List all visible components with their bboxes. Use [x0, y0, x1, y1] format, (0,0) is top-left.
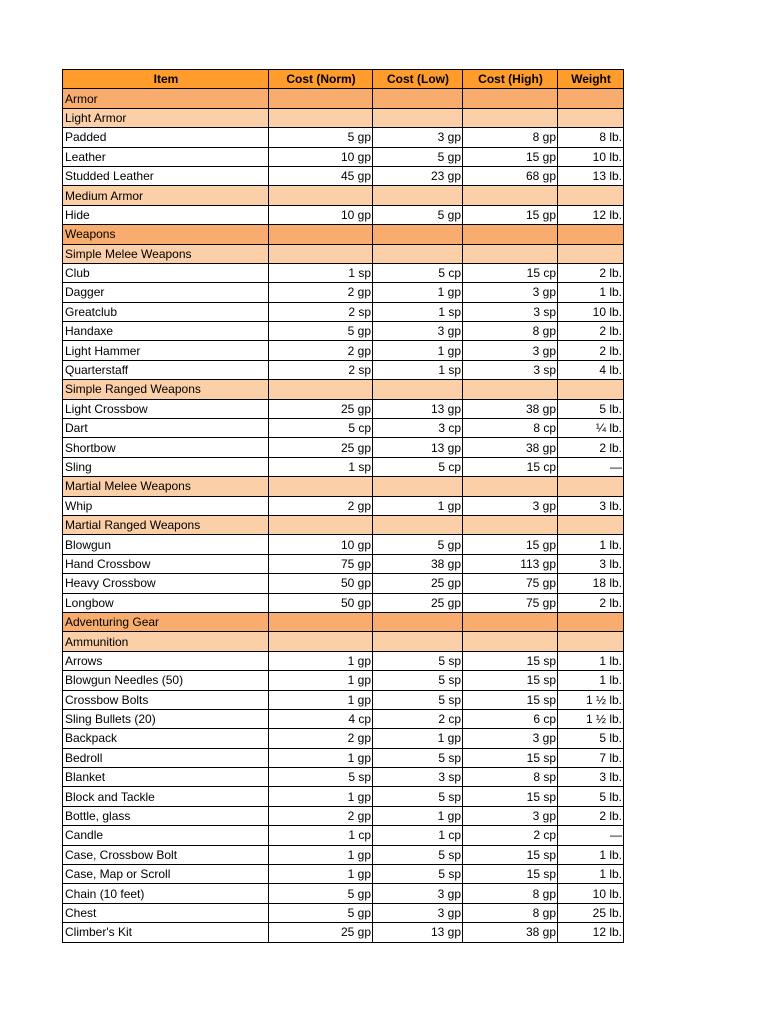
item-name-cell: Case, Map or Scroll [63, 865, 269, 884]
item-name-cell: Weapons [63, 225, 269, 244]
table-row [63, 690, 624, 709]
cost-norm-cell: 50 gp [269, 593, 373, 612]
cost-low-cell: 5 sp [373, 845, 463, 864]
weight-cell: 1 ½ lb. [558, 690, 624, 709]
cost-norm-cell: 45 gp [269, 166, 373, 185]
table-row [63, 593, 624, 612]
weight-cell: 2 lb. [558, 263, 624, 282]
item-name-cell: Light Crossbow [63, 399, 269, 418]
weight-cell: 10 lb. [558, 884, 624, 903]
subcategory-row [63, 108, 624, 127]
cost-high-cell: 15 cp [463, 263, 558, 282]
category-row [63, 225, 624, 244]
cost-high-cell: 15 sp [463, 748, 558, 767]
table-row [63, 903, 624, 922]
item-name-cell: Longbow [63, 593, 269, 612]
item-name-cell: Dagger [63, 283, 269, 302]
cost-high-cell: 15 cp [463, 457, 558, 476]
weight-cell: 7 lb. [558, 748, 624, 767]
cost-high-cell: 8 sp [463, 768, 558, 787]
cost-norm-cell: 25 gp [269, 438, 373, 457]
cost-low-cell: 5 gp [373, 535, 463, 554]
weight-cell: 1 lb. [558, 845, 624, 864]
cost-low-cell: 5 sp [373, 787, 463, 806]
cost-norm-cell: 2 gp [269, 729, 373, 748]
cost-high-cell: 15 gp [463, 147, 558, 166]
item-cost-table [62, 69, 624, 943]
cost-high-cell: 15 sp [463, 690, 558, 709]
weight-cell: — [558, 457, 624, 476]
cost-norm-cell [269, 612, 373, 631]
cost-norm-cell: 1 gp [269, 651, 373, 670]
table-row [63, 865, 624, 884]
cost-norm-cell: 4 cp [269, 709, 373, 728]
cost-norm-cell: 5 gp [269, 903, 373, 922]
weight-cell: 10 lb. [558, 302, 624, 321]
cost-high-cell: 8 gp [463, 884, 558, 903]
cost-norm-cell: 1 gp [269, 845, 373, 864]
cost-high-cell: 68 gp [463, 166, 558, 185]
item-name-cell: Bedroll [63, 748, 269, 767]
cost-high-cell: 75 gp [463, 574, 558, 593]
cost-norm-cell: 1 gp [269, 671, 373, 690]
cost-low-cell: 1 cp [373, 826, 463, 845]
cost-norm-cell: 2 gp [269, 341, 373, 360]
item-name-cell: Chain (10 feet) [63, 884, 269, 903]
cost-low-cell: 13 gp [373, 399, 463, 418]
cost-high-cell [463, 515, 558, 534]
item-name-cell: Shortbow [63, 438, 269, 457]
cost-norm-cell [269, 89, 373, 108]
item-name-cell: Adventuring Gear [63, 612, 269, 631]
table-row [63, 147, 624, 166]
item-name-cell: Padded [63, 128, 269, 147]
table-row [63, 787, 624, 806]
table-row [63, 884, 624, 903]
weight-cell [558, 244, 624, 263]
cost-high-cell [463, 244, 558, 263]
header-cost-low: Cost (Low) [373, 70, 463, 89]
cost-low-cell: 3 gp [373, 322, 463, 341]
weight-cell: 3 lb. [558, 496, 624, 515]
cost-low-cell: 5 sp [373, 748, 463, 767]
cost-norm-cell [269, 632, 373, 651]
cost-norm-cell: 25 gp [269, 923, 373, 942]
category-row [63, 612, 624, 631]
table-row [63, 496, 624, 515]
cost-low-cell: 2 cp [373, 709, 463, 728]
subcategory-row [63, 477, 624, 496]
cost-high-cell: 8 gp [463, 903, 558, 922]
table-row [63, 263, 624, 282]
header-cost-norm: Cost (Norm) [269, 70, 373, 89]
cost-low-cell: 13 gp [373, 438, 463, 457]
cost-low-cell [373, 380, 463, 399]
item-name-cell: Club [63, 263, 269, 282]
cost-norm-cell: 2 gp [269, 496, 373, 515]
weight-cell: 12 lb. [558, 923, 624, 942]
cost-low-cell [373, 186, 463, 205]
subcategory-row [63, 186, 624, 205]
weight-cell [558, 89, 624, 108]
item-name-cell: Medium Armor [63, 186, 269, 205]
cost-low-cell: 5 sp [373, 865, 463, 884]
cost-high-cell [463, 632, 558, 651]
cost-low-cell: 3 gp [373, 128, 463, 147]
header-item: Item [63, 70, 269, 89]
item-name-cell: Blowgun Needles (50) [63, 671, 269, 690]
item-name-cell: Backpack [63, 729, 269, 748]
cost-low-cell: 25 gp [373, 574, 463, 593]
cost-high-cell [463, 186, 558, 205]
item-name-cell: Whip [63, 496, 269, 515]
cost-high-cell [463, 225, 558, 244]
item-name-cell: Simple Ranged Weapons [63, 380, 269, 399]
cost-norm-cell [269, 108, 373, 127]
cost-low-cell: 1 gp [373, 496, 463, 515]
cost-high-cell: 3 gp [463, 496, 558, 515]
cost-low-cell: 1 gp [373, 729, 463, 748]
cost-high-cell: 38 gp [463, 438, 558, 457]
weight-cell: 18 lb. [558, 574, 624, 593]
cost-norm-cell [269, 186, 373, 205]
weight-cell [558, 380, 624, 399]
weight-cell: 10 lb. [558, 147, 624, 166]
weight-cell: 1 lb. [558, 671, 624, 690]
cost-norm-cell: 1 gp [269, 690, 373, 709]
weight-cell [558, 477, 624, 496]
weight-cell: 8 lb. [558, 128, 624, 147]
cost-high-cell: 15 gp [463, 205, 558, 224]
cost-high-cell: 15 sp [463, 845, 558, 864]
cost-norm-cell: 1 cp [269, 826, 373, 845]
table-row [63, 302, 624, 321]
weight-cell [558, 515, 624, 534]
subcategory-row [63, 380, 624, 399]
table-row [63, 283, 624, 302]
weight-cell: — [558, 826, 624, 845]
cost-norm-cell [269, 515, 373, 534]
cost-norm-cell: 10 gp [269, 147, 373, 166]
cost-norm-cell: 2 gp [269, 806, 373, 825]
cost-low-cell: 25 gp [373, 593, 463, 612]
cost-norm-cell: 5 sp [269, 768, 373, 787]
weight-cell: 1 lb. [558, 535, 624, 554]
weight-cell: 1 ½ lb. [558, 709, 624, 728]
cost-low-cell [373, 89, 463, 108]
item-name-cell: Hand Crossbow [63, 554, 269, 573]
cost-norm-cell: 5 gp [269, 884, 373, 903]
item-name-cell: Hide [63, 205, 269, 224]
cost-low-cell [373, 612, 463, 631]
weight-cell [558, 186, 624, 205]
cost-norm-cell: 2 sp [269, 360, 373, 379]
cost-high-cell: 2 cp [463, 826, 558, 845]
cost-high-cell: 113 gp [463, 554, 558, 573]
cost-low-cell: 5 gp [373, 147, 463, 166]
table-row [63, 671, 624, 690]
item-name-cell: Handaxe [63, 322, 269, 341]
item-name-cell: Bottle, glass [63, 806, 269, 825]
cost-norm-cell [269, 225, 373, 244]
cost-norm-cell [269, 477, 373, 496]
table-row [63, 574, 624, 593]
table-row [63, 360, 624, 379]
table-row [63, 729, 624, 748]
table-row [63, 845, 624, 864]
table-row [63, 457, 624, 476]
cost-high-cell: 15 sp [463, 651, 558, 670]
cost-high-cell: 38 gp [463, 399, 558, 418]
table-row [63, 399, 624, 418]
table-body [63, 89, 624, 942]
item-name-cell: Greatclub [63, 302, 269, 321]
cost-high-cell [463, 108, 558, 127]
cost-norm-cell: 10 gp [269, 205, 373, 224]
item-name-cell: Block and Tackle [63, 787, 269, 806]
table-row [63, 438, 624, 457]
weight-cell: ¼ lb. [558, 419, 624, 438]
cost-high-cell: 8 cp [463, 419, 558, 438]
cost-high-cell: 6 cp [463, 709, 558, 728]
weight-cell: 3 lb. [558, 768, 624, 787]
item-name-cell: Blowgun [63, 535, 269, 554]
cost-high-cell: 8 gp [463, 322, 558, 341]
cost-high-cell: 3 gp [463, 341, 558, 360]
cost-low-cell: 23 gp [373, 166, 463, 185]
cost-low-cell: 3 cp [373, 419, 463, 438]
cost-norm-cell: 1 sp [269, 457, 373, 476]
item-name-cell: Light Hammer [63, 341, 269, 360]
cost-low-cell: 5 sp [373, 651, 463, 670]
cost-low-cell: 3 gp [373, 903, 463, 922]
cost-low-cell [373, 108, 463, 127]
cost-high-cell: 3 gp [463, 729, 558, 748]
cost-high-cell: 3 sp [463, 302, 558, 321]
cost-high-cell [463, 380, 558, 399]
subcategory-row [63, 244, 624, 263]
weight-cell: 3 lb. [558, 554, 624, 573]
table-row [63, 554, 624, 573]
cost-high-cell: 15 sp [463, 787, 558, 806]
cost-norm-cell: 5 cp [269, 419, 373, 438]
cost-norm-cell: 1 gp [269, 787, 373, 806]
weight-cell: 13 lb. [558, 166, 624, 185]
table-row [63, 341, 624, 360]
cost-low-cell: 1 sp [373, 360, 463, 379]
cost-norm-cell: 2 gp [269, 283, 373, 302]
cost-low-cell: 5 sp [373, 671, 463, 690]
weight-cell [558, 612, 624, 631]
cost-low-cell: 5 gp [373, 205, 463, 224]
cost-high-cell: 75 gp [463, 593, 558, 612]
table-row [63, 923, 624, 942]
weight-cell: 2 lb. [558, 341, 624, 360]
cost-high-cell: 15 sp [463, 671, 558, 690]
cost-low-cell [373, 225, 463, 244]
cost-norm-cell: 10 gp [269, 535, 373, 554]
item-name-cell: Martial Melee Weapons [63, 477, 269, 496]
cost-high-cell [463, 89, 558, 108]
cost-low-cell: 3 gp [373, 884, 463, 903]
table-row [63, 128, 624, 147]
table-row [63, 806, 624, 825]
weight-cell: 5 lb. [558, 787, 624, 806]
cost-low-cell [373, 477, 463, 496]
weight-cell: 25 lb. [558, 903, 624, 922]
item-name-cell: Case, Crossbow Bolt [63, 845, 269, 864]
item-name-cell: Leather [63, 147, 269, 166]
category-row [63, 89, 624, 108]
cost-high-cell: 38 gp [463, 923, 558, 942]
cost-high-cell: 3 gp [463, 283, 558, 302]
table-row [63, 205, 624, 224]
item-name-cell: Climber's Kit [63, 923, 269, 942]
table-row [63, 535, 624, 554]
weight-cell: 1 lb. [558, 651, 624, 670]
table-row [63, 322, 624, 341]
weight-cell: 2 lb. [558, 593, 624, 612]
item-name-cell: Martial Ranged Weapons [63, 515, 269, 534]
cost-high-cell [463, 612, 558, 631]
cost-norm-cell: 1 gp [269, 865, 373, 884]
cost-low-cell: 1 gp [373, 341, 463, 360]
cost-high-cell: 15 sp [463, 865, 558, 884]
table-row [63, 651, 624, 670]
cost-low-cell: 5 cp [373, 263, 463, 282]
subcategory-row [63, 632, 624, 651]
header-row [63, 70, 624, 89]
table-header [63, 70, 624, 89]
cost-norm-cell: 50 gp [269, 574, 373, 593]
cost-low-cell [373, 515, 463, 534]
item-name-cell: Studded Leather [63, 166, 269, 185]
weight-cell: 1 lb. [558, 865, 624, 884]
item-name-cell: Candle [63, 826, 269, 845]
cost-low-cell: 38 gp [373, 554, 463, 573]
cost-norm-cell: 1 sp [269, 263, 373, 282]
item-name-cell: Sling [63, 457, 269, 476]
cost-low-cell [373, 244, 463, 263]
table-row [63, 826, 624, 845]
cost-high-cell: 15 gp [463, 535, 558, 554]
weight-cell: 4 lb. [558, 360, 624, 379]
weight-cell: 1 lb. [558, 283, 624, 302]
weight-cell [558, 108, 624, 127]
cost-low-cell: 13 gp [373, 923, 463, 942]
table-row [63, 419, 624, 438]
item-name-cell: Simple Melee Weapons [63, 244, 269, 263]
cost-norm-cell: 25 gp [269, 399, 373, 418]
item-name-cell: Armor [63, 89, 269, 108]
cost-low-cell [373, 632, 463, 651]
table-row [63, 768, 624, 787]
cost-norm-cell [269, 244, 373, 263]
weight-cell: 5 lb. [558, 399, 624, 418]
cost-high-cell: 3 gp [463, 806, 558, 825]
table-row [63, 166, 624, 185]
item-name-cell: Quarterstaff [63, 360, 269, 379]
cost-high-cell: 8 gp [463, 128, 558, 147]
weight-cell: 2 lb. [558, 322, 624, 341]
item-name-cell: Ammunition [63, 632, 269, 651]
item-name-cell: Arrows [63, 651, 269, 670]
cost-low-cell: 1 sp [373, 302, 463, 321]
item-name-cell: Crossbow Bolts [63, 690, 269, 709]
item-name-cell: Dart [63, 419, 269, 438]
cost-norm-cell: 5 gp [269, 128, 373, 147]
cost-low-cell: 3 sp [373, 768, 463, 787]
cost-low-cell: 1 gp [373, 283, 463, 302]
weight-cell: 2 lb. [558, 806, 624, 825]
cost-norm-cell [269, 380, 373, 399]
cost-norm-cell: 2 sp [269, 302, 373, 321]
item-name-cell: Light Armor [63, 108, 269, 127]
weight-cell [558, 225, 624, 244]
header-cost-high: Cost (High) [463, 70, 558, 89]
cost-norm-cell: 75 gp [269, 554, 373, 573]
item-name-cell: Sling Bullets (20) [63, 709, 269, 728]
table-row [63, 748, 624, 767]
weight-cell: 12 lb. [558, 205, 624, 224]
cost-high-cell: 3 sp [463, 360, 558, 379]
cost-norm-cell: 5 gp [269, 322, 373, 341]
item-name-cell: Chest [63, 903, 269, 922]
table-row [63, 709, 624, 728]
subcategory-row [63, 515, 624, 534]
cost-low-cell: 5 sp [373, 690, 463, 709]
header-weight: Weight [558, 70, 624, 89]
weight-cell: 2 lb. [558, 438, 624, 457]
weight-cell: 5 lb. [558, 729, 624, 748]
cost-high-cell [463, 477, 558, 496]
item-name-cell: Heavy Crossbow [63, 574, 269, 593]
item-name-cell: Blanket [63, 768, 269, 787]
weight-cell [558, 632, 624, 651]
cost-norm-cell: 1 gp [269, 748, 373, 767]
cost-low-cell: 5 cp [373, 457, 463, 476]
cost-low-cell: 1 gp [373, 806, 463, 825]
